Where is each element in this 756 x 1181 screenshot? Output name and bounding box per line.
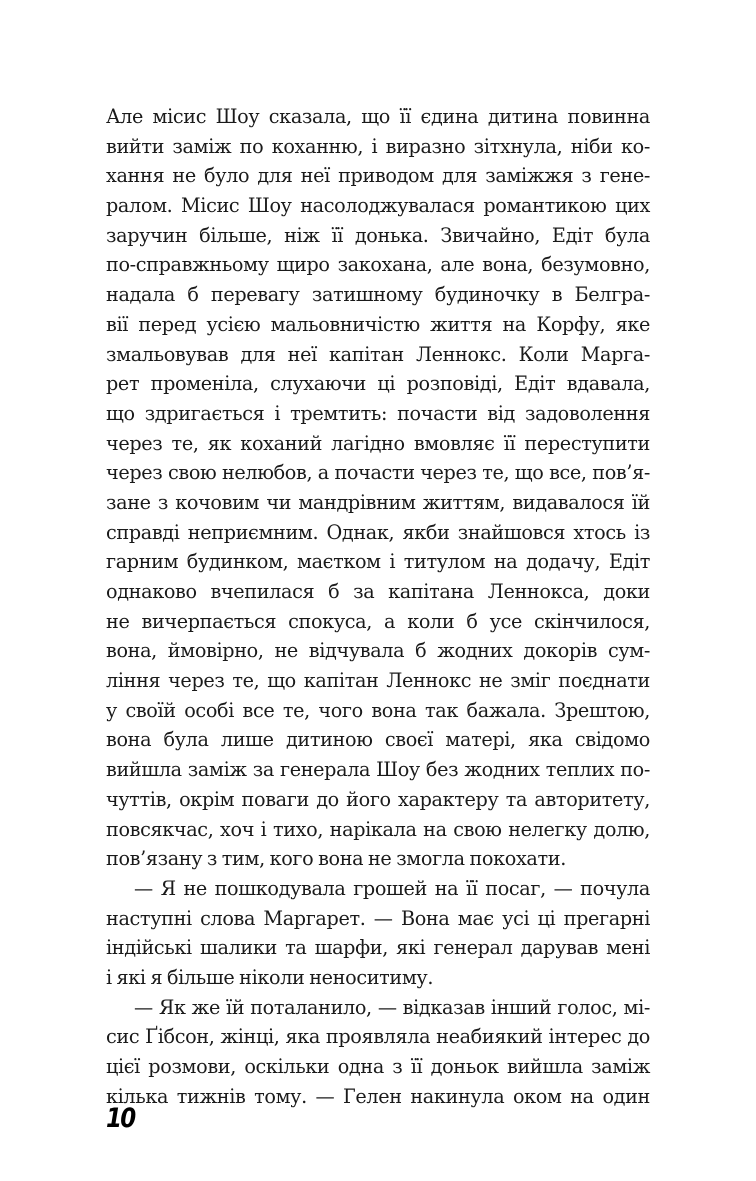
text-line: рет променіла, слухаючи ці розповіді, Едіт вдавала, [106,372,650,396]
text-line: змальовував для неї капітан Леннокс. Коли Марга- [106,342,650,366]
text-line: ралом. Місис Шоу насолоджувалася романтикою цих [106,194,650,218]
text-line: і які я більше ніколи неноситиму. [106,965,434,989]
text-line: наступні слова Маргарет. — Вона має усі ці прегарні [106,906,650,930]
text-line: зане з кочовим чи мандрівним життям, видавалося їй [106,490,650,514]
text-line: справді неприємним. Однак, якби знайшовся хтось із [106,520,650,544]
text-line: сис Ґібсон, жінці, яка проявляла неабиякий інтерес до [106,1025,650,1049]
text-line: через свою нелюбов, а почасти через те, що все, пов’я- [106,461,650,485]
text-line: ління через те, що капітан Леннокс не зміг поєднати [106,669,650,693]
body-text [106,102,650,1111]
text-line: пов’язану з тим, кого вона не змогла покохати. [106,847,566,871]
text-line: однаково вчепилася б за капітана Леннокса, доки [106,580,650,603]
text-line: чуттів, окрім поваги до його характеру та авторитету, [106,787,650,811]
text-line: по-справжньому щиро закохана, але вона, безумовно, [106,253,650,277]
text-line: вії перед усією мальовничістю життя на Корфу, яке [106,312,650,336]
text-line: індійські шалики та шарфи, які генерал дарував мені [106,936,650,960]
text-line: у своїй особі все те, чого вона так бажала. Зрештою, [106,698,650,722]
text-line: що здригається і тремтить: почасти від задоволення [106,401,650,425]
text-line: цієї розмови, оскільки одна з її доньок вийшла заміж [106,1055,650,1078]
text-line: хання не було для неї приводом для заміжжя з гене- [106,164,650,188]
text-line: через те, як коханий лагідно вмовляє її переступити [106,431,650,455]
text-line: вийти заміж по коханню, і виразно зітхнула, ніби ко- [106,134,650,158]
text-line: повсякчас, хоч і тихо, нарікала на свою нелегку долю, [106,817,650,841]
text-line: надала б перевагу затишному будиночку в Белгра- [106,283,650,307]
text-line: вона, ймовірно, не відчувала б жодних докорів сум- [106,639,650,663]
text-line: Але місис Шоу сказала, що її єдина дитина повинна [106,105,650,128]
text-line: заручин більше, ніж її донька. Звичайно, Едіт була [106,223,650,247]
text-line: вона була лише дитиною своєї матері, яка свідомо [106,728,650,752]
text-line: — Як же їй поталанило, — відказав інший голос, мі- [134,995,650,1019]
text-line: не вичерпається спокуса, а коли б усе скінчилося, [106,609,650,633]
page-number: 10 [106,1103,135,1134]
text-line: — Я не пошкодувала грошей на її посаг, — почула [134,876,650,900]
text-line: гарним будинком, маєтком і титулом на додачу, Едіт [106,550,650,574]
text-line: вийшла заміж за генерала Шоу без жодних теплих по- [106,758,650,782]
text-line: кілька тижнів тому. — Гелен накинула оком на один [106,1084,650,1108]
